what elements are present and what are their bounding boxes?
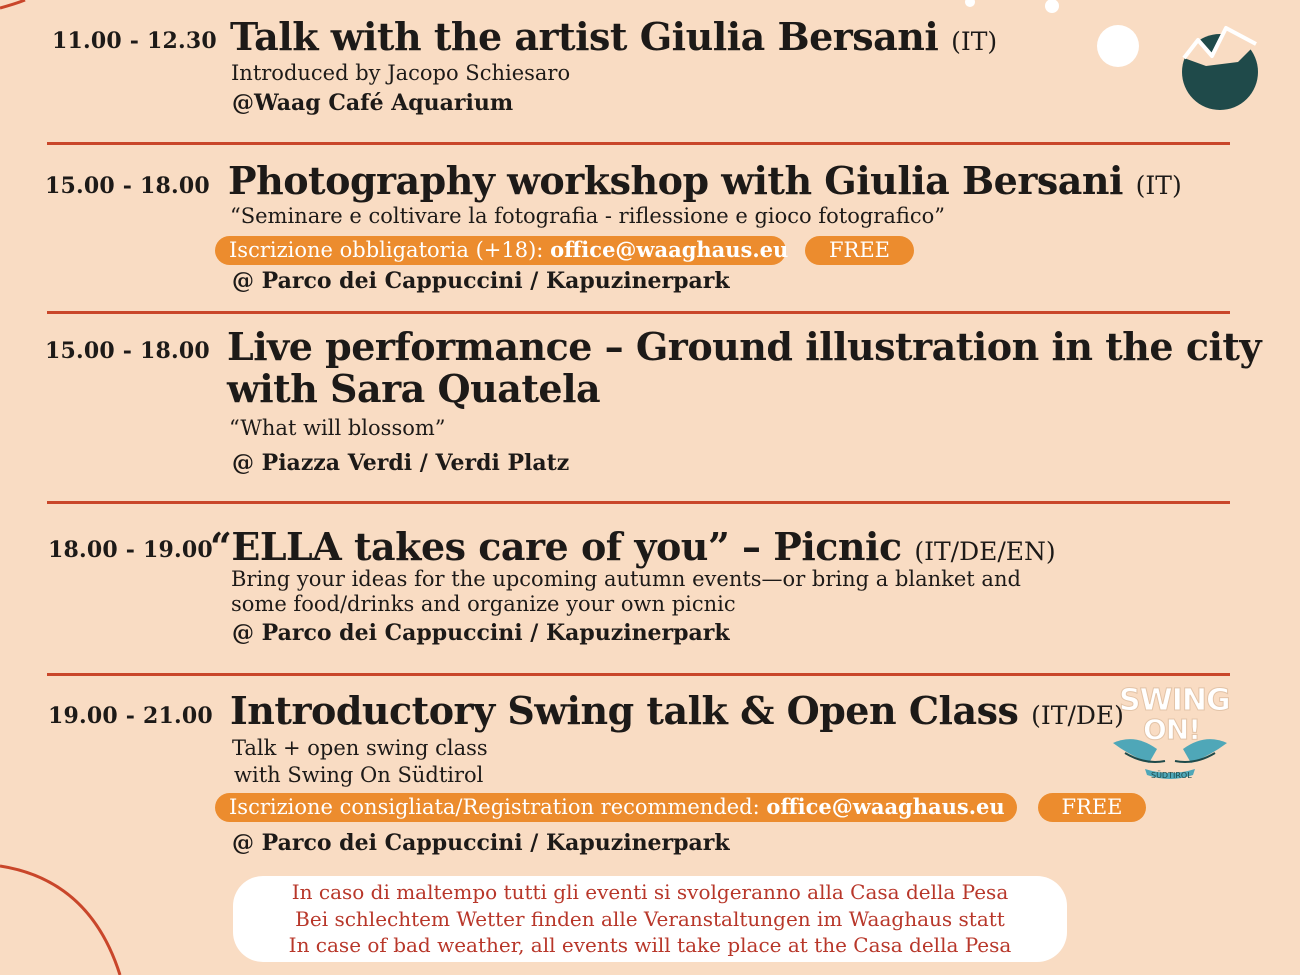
free-badge: FREE	[805, 236, 914, 265]
event-time: 11.00 - 12.30	[52, 28, 217, 54]
notice-line-it: In caso di maltempo tutti gli eventi si svolgeranno alla Casa della Pesa	[291, 880, 1009, 904]
event-description: “Seminare e coltivare la fotografia - riflessione e gioco fotografico”	[230, 204, 946, 228]
event-description: Bring your ideas for the upcoming autumn events—or bring a blanket and	[231, 567, 1021, 591]
event-description: Talk + open swing class	[232, 736, 488, 760]
white-dot-large	[1097, 25, 1139, 67]
event-language: (IT/DE/EN)	[914, 537, 1056, 566]
swing-logo-line1: SWING	[1119, 683, 1230, 718]
event-language: (IT/DE)	[1031, 701, 1124, 730]
event-location: @ Parco dei Cappuccini / Kapuzinerpark	[232, 830, 730, 856]
corner-arc	[0, 866, 120, 975]
event-description: some food/drinks and organize your own picnic	[231, 592, 736, 616]
event-description: with Swing On Südtirol	[234, 763, 484, 787]
event-title-text: Photography workshop with Giulia Bersani	[228, 158, 1123, 203]
divider	[47, 311, 1230, 314]
event-time: 15.00 - 18.00	[45, 173, 210, 199]
free-badge: FREE	[1038, 793, 1146, 822]
swing-logo-line2: ON!	[1143, 713, 1201, 746]
event-location: @ Parco dei Cappuccini / Kapuzinerpark	[232, 620, 730, 646]
event-title	[228, 160, 1182, 207]
swing-on-logo	[1105, 683, 1235, 785]
swing-logo-line3: SÜDTIROL	[1151, 771, 1192, 780]
event-time: 15.00 - 18.00	[45, 338, 210, 364]
event-title-text: Introductory Swing talk & Open Class	[230, 688, 1019, 733]
divider	[47, 501, 1230, 504]
top-left-arc	[0, 0, 25, 8]
registration-badge	[215, 793, 1017, 822]
registration-email-link[interactable]: office@waaghaus.eu	[550, 237, 789, 262]
event-language: (IT)	[1135, 171, 1182, 200]
divider	[47, 673, 1230, 676]
event-location: @Waag Café Aquarium	[232, 90, 514, 116]
event-title-text: “ELLA takes care of you” – Picnic	[210, 524, 902, 569]
event-location: @ Parco dei Cappuccini / Kapuzinerpark	[232, 268, 730, 294]
waaghaus-logo-icon	[1178, 22, 1264, 116]
event-location: @ Piazza Verdi / Verdi Platz	[232, 450, 570, 476]
registration-label: Iscrizione obbligatoria (+18):	[229, 238, 544, 262]
registration-badge	[215, 236, 789, 265]
event-time: 19.00 - 21.00	[48, 703, 213, 729]
event-title-text: Talk with the artist Giulia Bersani	[230, 14, 939, 59]
white-dot-tiny	[965, 0, 975, 7]
event-language: (IT)	[951, 27, 998, 56]
event-description: Introduced by Jacopo Schiesaro	[231, 61, 571, 85]
event-title	[230, 690, 1124, 737]
event-description: “What will blossom”	[229, 416, 446, 440]
event-time: 18.00 - 19.00	[48, 537, 213, 563]
registration-email-link[interactable]: office@waaghaus.eu	[766, 794, 1005, 819]
notice-line-en: In case of bad weather, all events will take place at the Casa della Pesa	[288, 933, 1012, 957]
divider	[47, 142, 1230, 145]
white-dot-small	[1045, 0, 1059, 13]
event-title	[230, 16, 997, 63]
registration-label: Iscrizione consigliata/Registration recommended:	[229, 795, 760, 819]
notice-line-de: Bei schlechtem Wetter finden alle Veranstaltungen im Waaghaus statt	[295, 906, 1005, 931]
bad-weather-notice	[233, 876, 1067, 962]
event-title-line1: Live performance – Ground illustration in the city	[227, 324, 1262, 369]
event-title-line2: with Sara Quatela	[227, 366, 601, 411]
